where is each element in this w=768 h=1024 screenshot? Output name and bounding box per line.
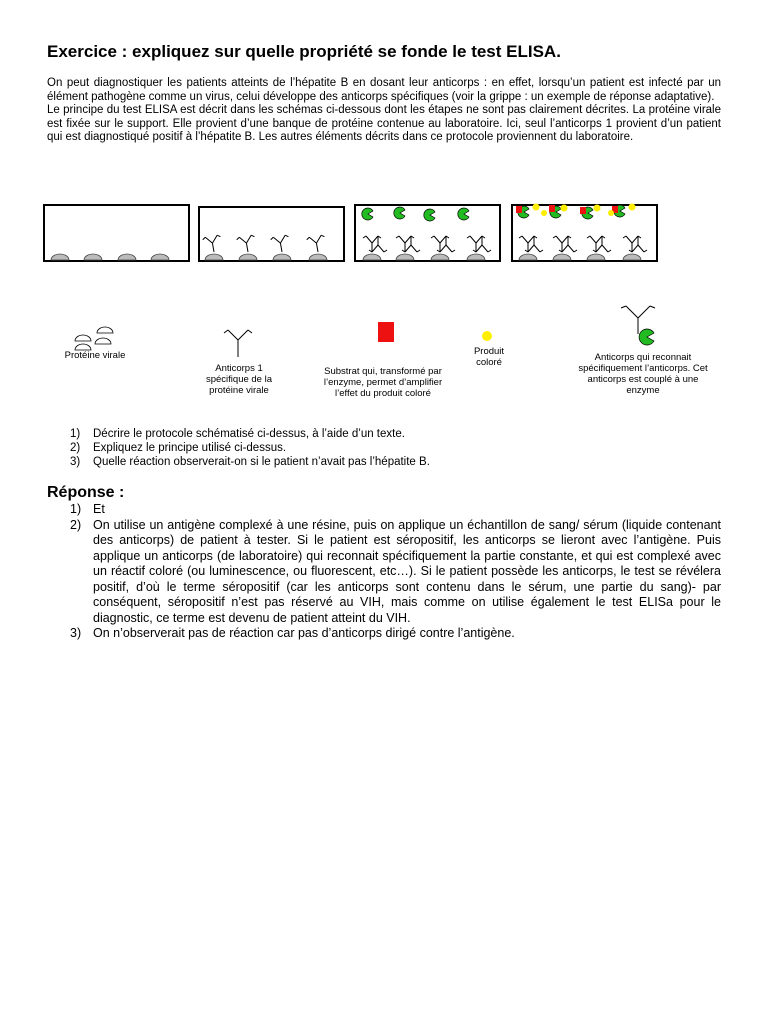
intro-paragraph-2: Le principe du test ELISA est décrit dans les schémas ci-dessous dont les étapes ne sont pas clairement décrites. La protéine virale est fixée sur le support. Elle provient d’une banque de protéine contenue au laboratoire. Ici, seul l’anticorps 1 provient d’un patient qui est diagnostiqué positif à l’hépatite B. Les autres éléments décrits dans ce protocole proviennent du laboratoire.: [47, 104, 721, 143]
list-item: 3) On n’observerait pas de réaction car pas d’anticorps dirigé contre l’antigène.: [70, 626, 515, 640]
legend-antibody-1: Anticorps 1 spécifique de la protéine virale: [205, 363, 273, 396]
legend-viral-protein: Protéine virale: [64, 350, 126, 361]
list-item: 3) Quelle réaction observerait-on si le patient n’avait pas l’hépatite B.: [70, 456, 430, 468]
page-title: Exercice : expliquez sur quelle propriété se fonde le test ELISA.: [47, 42, 561, 61]
list-item: 2) On utilise un antigène complexé à une résine, puis on applique un échantillon de sang/ sérum (liquide contenant des anticorps) de patient à tester. Si le patient est séropositif, les anticorps se lieront avec l’antigène. Puis applique un anticorps (de laboratoire) qui reconnait spécifiquement la partie constante, et qui est complexé avec un réactif coloré (ou luminescence, ou fluorescent, etc…). Si le patient possède les anticorps, le test se révélera positif, d’où le terme séropositif (car les anticorps sont contenu dans le sérum, une partie du sang)- par conséquent, séropositif n’est pas réservé au VIH, mais comme on utilise également le test ELISa pour le diagnostic, ce terme est devenu de patient atteint du VIH.: [70, 517, 721, 625]
intro-text: [47, 77, 721, 145]
well-step-3: [355, 205, 500, 261]
well-step-1: [44, 205, 189, 261]
answer-list: [70, 502, 721, 642]
legend-substrate: Substrat qui, transformé par l’enzyme, permet d’amplifier l’effet du produit coloré: [323, 366, 443, 399]
well-step-4: [512, 204, 657, 262]
intro-paragraph-1: On peut diagnostiquer les patients atteints de l’hépatite B en dosant leur anticorps : en effet, lorsqu’un patient est infecté par un élément pathogène comme un virus, celui développe des anticorps spécifiques (voir la grippe : un exemple de réponse adaptative).: [47, 77, 721, 103]
legend-enzyme-antibody: Anticorps qui reconnait spécifiquement l’anticorps. Cet anticorps est couplé à une enzyme: [578, 352, 708, 396]
colored-product-icon: [482, 331, 492, 341]
list-item: 1) Et: [70, 502, 105, 516]
enzyme-antibody-icon: [621, 306, 655, 345]
viral-protein-icon: [75, 327, 113, 350]
antibody-1-icon: [224, 330, 252, 357]
question-list: [70, 427, 730, 469]
list-item: 1) Décrire le protocole schématisé ci-dessus, à l’aide d’un texte.: [70, 428, 405, 440]
well-step-2: [199, 207, 344, 261]
substrate-icon: [378, 322, 394, 342]
list-item: 2) Expliquez le principe utilisé ci-dessus.: [70, 442, 287, 454]
response-heading: Réponse :: [47, 484, 125, 501]
legend-colored-product: Produit coloré: [473, 346, 505, 368]
